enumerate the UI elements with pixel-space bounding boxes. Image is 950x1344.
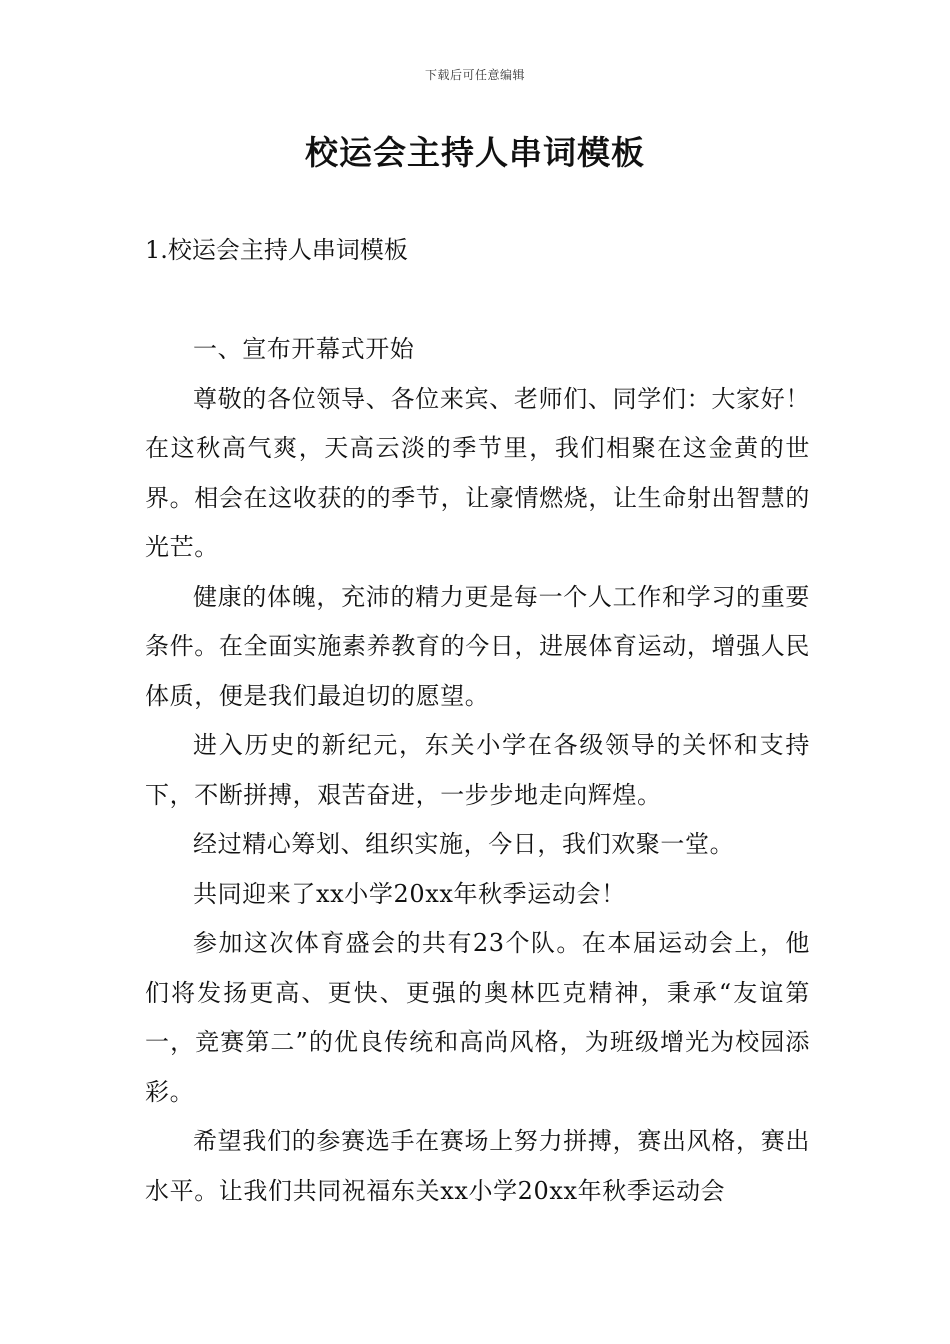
paragraph: 经过精心筹划、组织实施，今日，我们欢聚一堂。	[193, 830, 735, 858]
document-title: 校运会主持人串词模板	[305, 133, 645, 172]
paragraph: 健康的体魄，充沛的精力更是每一个人工作和学习的重要条件。在全面实施素养教育的今日，进展体育运动，增强人民体质，便是我们最迫切的愿望。	[145, 582, 810, 710]
header-note: 下载后可任意编辑	[424, 68, 525, 82]
section-heading: 1.校运会主持人串词模板	[145, 236, 408, 264]
paragraph: 共同迎来了xx小学20xx年秋季运动会！	[193, 879, 626, 908]
paragraph-opening-heading: 一、宣布开幕式开始	[193, 335, 415, 363]
document-body	[145, 325, 810, 1216]
paragraph: 尊敬的各位领导、各位来宾、老师们、同学们：大家好！在这秋高气爽，天高云淡的季节里，我们相聚在这金黄的世界。相会在这收获的的季节，让豪情燃烧，让生命射出智慧的光芒。	[145, 384, 810, 561]
paragraph: 希望我们的参赛选手在赛场上努力拼搏，赛出风格，赛出水平。让我们共同祝福东关xx小学20xx年秋季运动会	[145, 1127, 810, 1205]
paragraph: 进入历史的新纪元，东关小学在各级领导的关怀和支持下，不断拼搏，艰苦奋进，一步步地走向辉煌。	[145, 731, 810, 809]
paragraph: 参加这次体育盛会的共有23个队。在本届运动会上，他们将发扬更高、更快、更强的奥林匹克精神，秉承“友谊第一，竞赛第二”的优良传统和高尚风格，为班级增光为校园添彩。	[145, 929, 810, 1106]
